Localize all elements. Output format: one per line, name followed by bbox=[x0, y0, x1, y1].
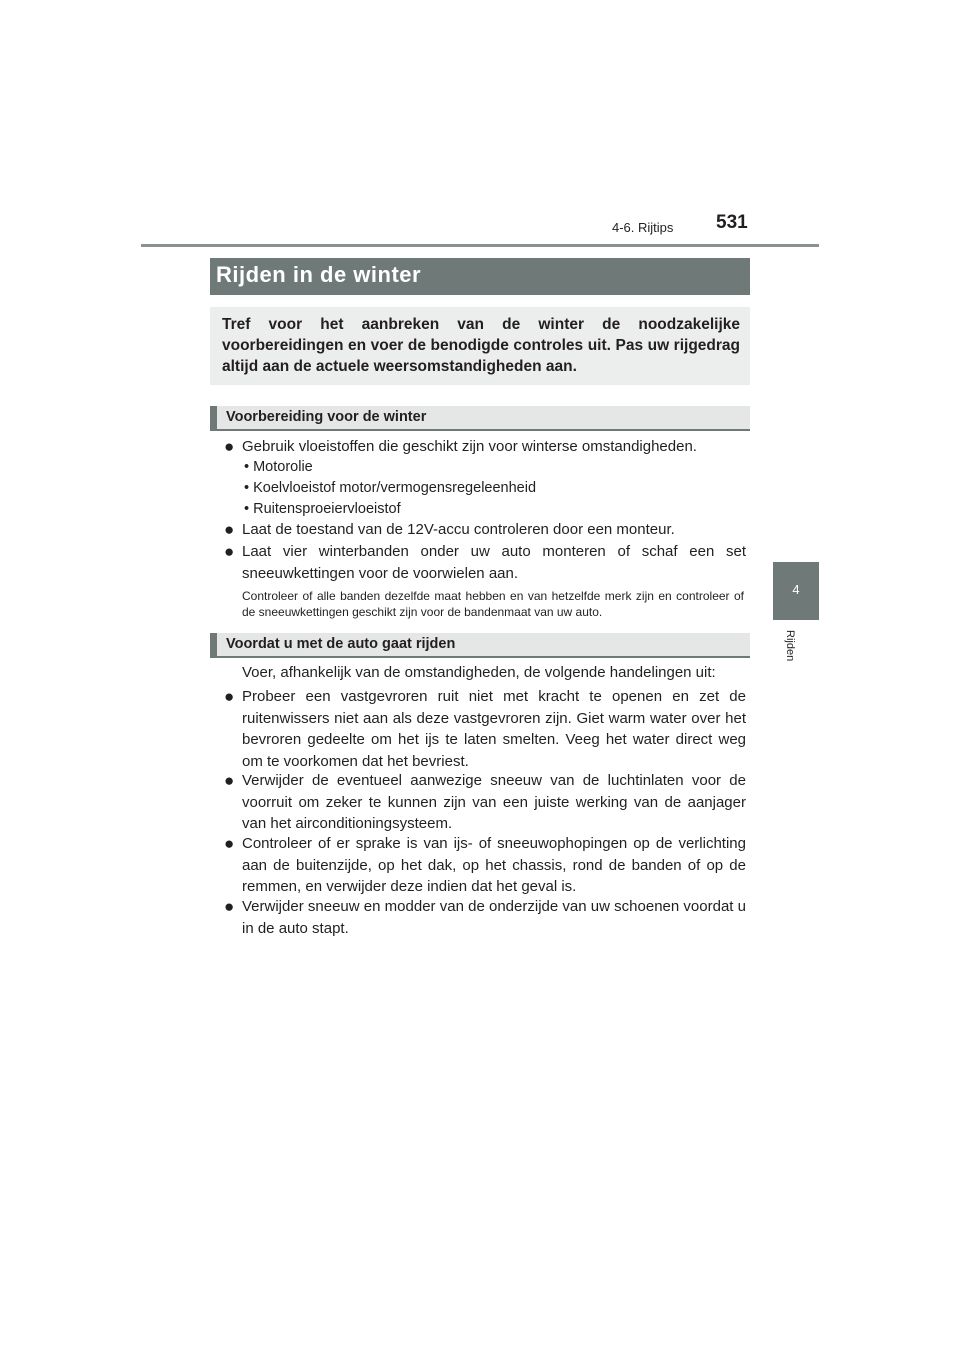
lead-text: Voer, afhankelijk van de omstandigheden, de volgende handelingen uit: bbox=[242, 664, 716, 681]
section-heading-before-driving bbox=[210, 633, 750, 658]
sub-list-item: • Motorolie bbox=[244, 459, 313, 475]
header-rule bbox=[141, 244, 819, 247]
heading-accent bbox=[210, 406, 217, 429]
chapter-tab bbox=[773, 562, 819, 620]
page-title-bar bbox=[210, 258, 750, 295]
bullet-icon: ● bbox=[224, 437, 235, 456]
list-item-text: Verwijder de eventueel aanwezige sneeuw van de luchtinlaten voor de voorruit om zeker te kunnen zijn van een juiste werking van de aanjager van het airconditioningsysteem. bbox=[242, 772, 746, 832]
section-heading-preparation bbox=[210, 406, 750, 431]
chapter-tab-number: 4 bbox=[792, 582, 800, 597]
bullet-icon: ● bbox=[224, 520, 235, 539]
list-item-text: Laat vier winterbanden onder uw auto monteren of schaf een set sneeuwkettingen voor de voorwielen aan. bbox=[242, 543, 746, 582]
bullet-icon: ● bbox=[224, 897, 235, 916]
bullet-icon: ● bbox=[224, 834, 235, 853]
chapter-tab-label: Rijden bbox=[784, 630, 796, 662]
heading-accent bbox=[210, 633, 217, 656]
page-title: Rijden in de winter bbox=[216, 262, 422, 287]
section-heading-label: Voordat u met de auto gaat rijden bbox=[226, 636, 456, 652]
page-number: 531 bbox=[716, 212, 748, 233]
bullet-icon: ● bbox=[224, 687, 235, 706]
bullet-icon: ● bbox=[224, 542, 235, 561]
intro-text: Tref voor het aanbreken van de winter de noodzakelijke voorbereidingen en voer de benodigde controles uit. Pas uw rijgedrag altijd aan de actuele weersomstandigheden aan. bbox=[222, 316, 740, 375]
list-item-text: Gebruik vloeistoffen die geschikt zijn voor winterse omstandigheden. bbox=[242, 438, 697, 455]
list-item-text: Probeer een vastgevroren ruit niet met kracht te openen en zet de ruitenwissers niet aan als deze vastgevroren zijn. Giet warm water over het bevroren gedeelte om het ijs te laten smelten. Veeg het water direct weg om te voorkomen dat het bevriest. bbox=[242, 688, 746, 770]
intro-box bbox=[210, 307, 750, 385]
bullet-icon: ● bbox=[224, 771, 235, 790]
list-item-text: Controleer of er sprake is van ijs- of sneeuwophopingen op de verlichting aan de buitenzijde, op het dak, op het chassis, rond de banden of op de remmen, en verwijder deze indien dat het geval is. bbox=[242, 835, 746, 895]
list-item-text: Verwijder sneeuw en modder van de onderzijde van uw schoenen voordat u in de auto stapt. bbox=[242, 898, 746, 937]
sub-list-item: • Ruitensproeiervloeistof bbox=[244, 501, 401, 517]
section-label: 4-6. Rijtips bbox=[612, 220, 674, 235]
sub-list-item: • Koelvloeistof motor/vermogensregeleenheid bbox=[244, 480, 537, 496]
section-heading-label: Voorbereiding voor de winter bbox=[226, 409, 427, 425]
note-text: Controleer of alle banden dezelfde maat hebben en van hetzelfde merk zijn en controleer of de sneeuwkettingen geschikt zijn voor de bandenmaat van uw auto. bbox=[242, 589, 744, 619]
list-item-text: Laat de toestand van de 12V-accu controleren door een monteur. bbox=[242, 521, 675, 538]
